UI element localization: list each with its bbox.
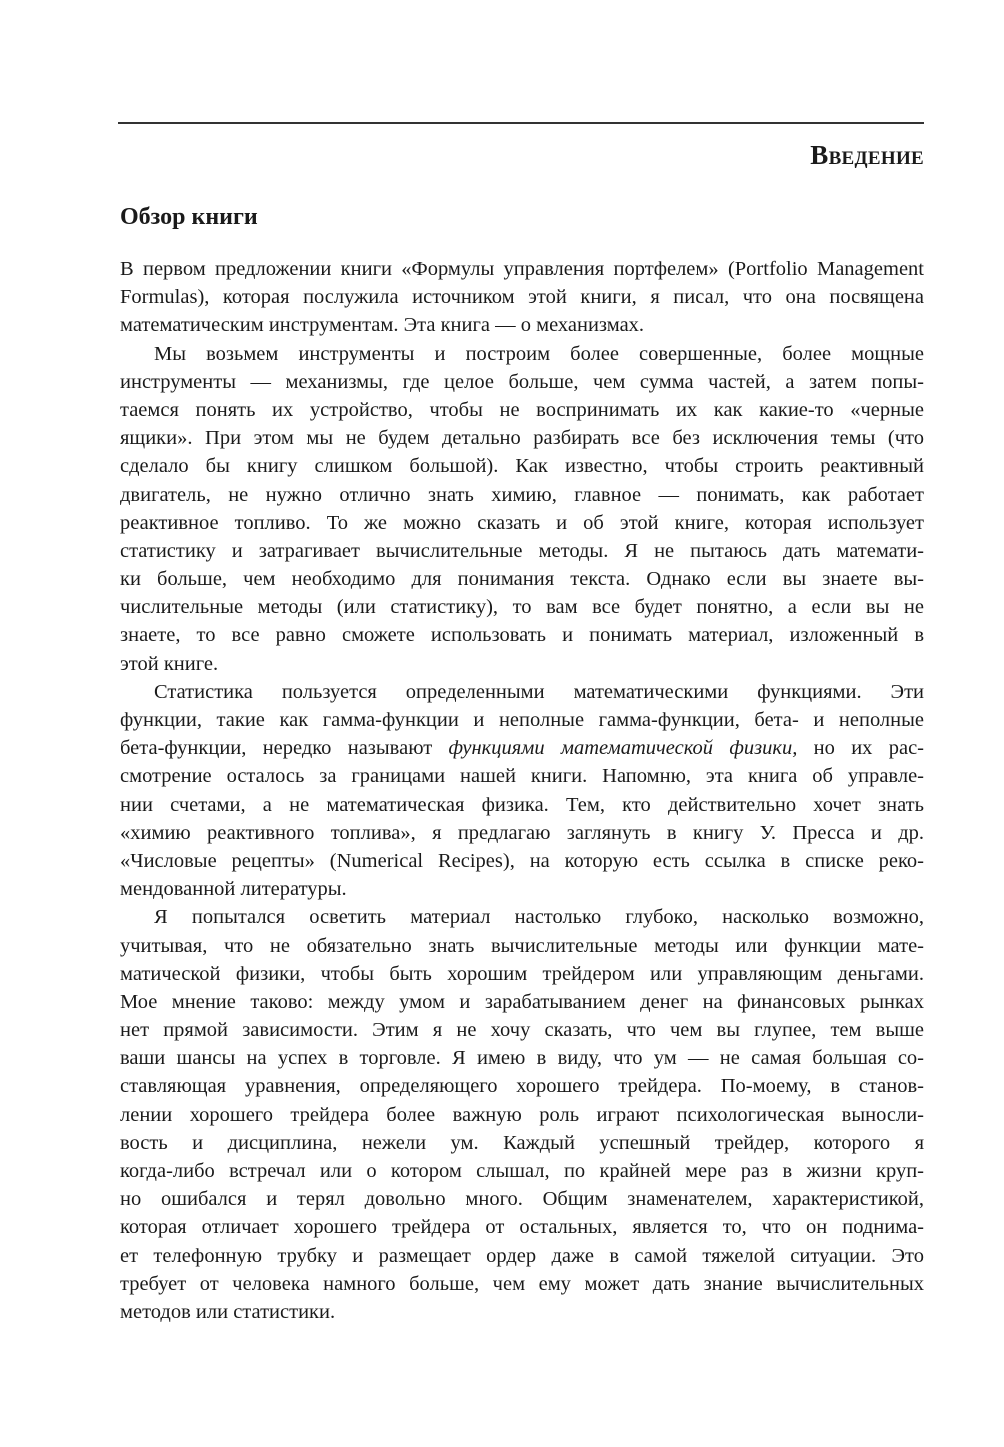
paragraph	[120, 903, 924, 1326]
text-line: матической физики, чтобы быть хорошим трейдером или управляющим деньгами.	[120, 962, 924, 985]
text-line: мендованной литературы.	[120, 878, 347, 901]
text-line: методов или статистики.	[120, 1300, 336, 1323]
text-line: «химию реактивного топлива», я предлагаю заглянуть в книгу У. Пресса и др.	[120, 821, 924, 844]
text-line: ваши шансы на успех в торговле. Я имею в виду, что ум — не самая большая со-	[120, 1047, 924, 1070]
section-heading: Обзор книги	[120, 204, 258, 230]
text-line: ет телефонную трубку и размещает ордер даже в самой тяжелой ситуации. Это	[120, 1244, 924, 1267]
text-line: нии счетами, а не математическая физика. Тем, кто действительно хочет знать	[120, 793, 924, 816]
paragraph	[120, 678, 924, 904]
header-rule	[118, 122, 924, 124]
text-line: Статистика пользуется определенными математическими функциями. Эти	[154, 680, 924, 703]
text-line: Я попытался осветить материал настолько глубоко, насколько возможно,	[154, 906, 924, 929]
text-line: лении хорошего трейдера более важную роль играют психологическая выносли-	[120, 1103, 924, 1126]
text-line: математическим инструментам. Эта книга — о механизмах.	[120, 314, 645, 337]
text-line: этой книге.	[120, 652, 219, 675]
text-line: двигатель, не нужно отлично знать химию, главное — понимать, как работает	[120, 483, 924, 506]
text-line: «Числовые рецепты» (Numerical Recipes), на которую есть ссылка в списке реко-	[120, 849, 924, 872]
text-line: знаете, то все равно сможете использовать и понимать материал, изложенный в	[120, 624, 924, 647]
text-line: вость и дисциплина, нежели ум. Каждый успешный трейдер, которого я	[120, 1131, 924, 1154]
text-line: сделало бы книгу слишком большой). Как известно, чтобы строить реактивный	[120, 455, 924, 478]
text-line: функции, такие как гамма-функции и неполные гамма-функции, бета- и неполные	[120, 709, 924, 731]
text-line: таемся понять их устройство, чтобы не воспринимать их как какие-то «черные	[120, 398, 924, 421]
text-line: бета-функции, нередко называют функциями математической физики, но их рас-	[120, 737, 924, 760]
text-line: ящики». При этом мы не будем детально разбирать все без исключения темы (что	[120, 427, 924, 450]
text-line: Мы возьмем инструменты и построим более совершенные, более мощные	[154, 342, 924, 365]
text-line: учитывая, что не обязательно знать вычислительные методы или функции мате-	[120, 934, 924, 957]
text-line: реактивное топливо. То же можно сказать и об этой книге, которая использует	[120, 511, 924, 534]
text-line: требует от человека намного больше, чем ему может дать знание вычислительных	[120, 1272, 924, 1295]
text-line: смотрение осталось за границами нашей книги. Напомню, эта книга об управле-	[120, 765, 924, 788]
chapter-title: Введение	[810, 140, 924, 170]
paragraph	[120, 255, 924, 340]
text-line: но ошибался и терял довольно много. Общим знаменателем, характеристикой,	[120, 1188, 924, 1211]
text-line: числительные методы (или статистику), то вам все будет понятно, а если вы не	[120, 596, 924, 619]
text-line: нет прямой зависимости. Этим я не хочу сказать, что чем вы глупее, тем выше	[120, 1019, 924, 1042]
text-line: статистику и затрагивает вычислительные методы. Я не пытаюсь дать математи-	[120, 539, 924, 562]
text-line: когда-либо встречал или о котором слышал, по крайней мере раз в жизни круп-	[120, 1160, 924, 1182]
italic-tail: но их рас-	[797, 737, 924, 760]
text-line: В первом предложении книги «Формулы управления портфелем» (Portfolio Management	[120, 258, 924, 280]
italic-term: функциями математической физики,	[448, 737, 798, 760]
text-line: инструменты — механизмы, где целое больше, чем сумма частей, а затем попы-	[120, 370, 924, 393]
text-line: ки больше, чем необходимо для понимания текста. Однако если вы знаете вы-	[120, 568, 924, 591]
text-line: ставляющая уравнения, определяющего хорошего трейдера. По-моему, в станов-	[120, 1075, 924, 1098]
paragraph	[120, 340, 924, 678]
text-line: Formulas), которая послужила источником этой книги, я писал, что она посвящена	[120, 286, 924, 309]
body-text	[120, 255, 924, 1326]
text-line: Мое мнение таково: между умом и зарабатыванием денег на финансовых рынках	[120, 990, 924, 1013]
text-line: которая отличает хорошего трейдера от остальных, является то, что он поднима-	[120, 1216, 924, 1239]
